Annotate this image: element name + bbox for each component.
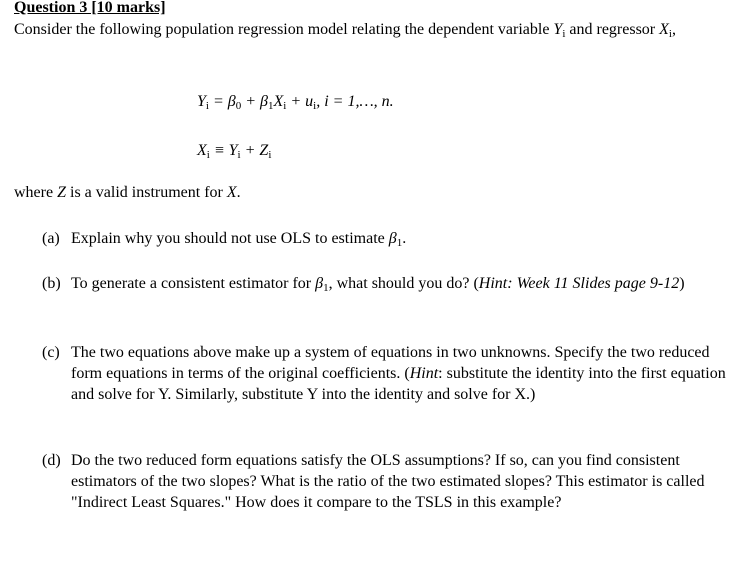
part-a-label: (a) [42,230,60,247]
question-intro: Consider the following population regression model relating the dependent variable $Y_i$ and regressor $X_i$, [14,21,676,40]
part-a-text: Explain why you should not use OLS to estimate $\beta_1$. [71,230,407,249]
part-c-label: (c) [42,344,60,361]
question-heading: Question 3 [10 marks] [14,0,166,16]
instrument-statement: where Z is a valid instrument for X. [14,184,241,201]
part-a [42,228,732,249]
part-b-text: To generate a consistent estimator for $\beta_1$, what should you do? (Hint: Week 11 Slides page 9-12) [71,275,685,294]
part-d-label: (d) [42,452,61,469]
part-b-label: (b) [42,275,61,292]
regression-equation: $Y_i = \beta_0 + \beta_1X_i + u_i$, i = 1,…, n. [197,93,394,112]
part-d-text: Do the two reduced form equations satisfy the OLS assumptions? If so, can you find consistent estimators of the two slopes? What is the ratio of the two estimated slopes? This estimator is called "Indirect Least Squares." How does it compare to the TSLS in this example? [71,452,705,511]
identity-equation: $X_i \equiv Y_i + Z_i$ [197,142,272,161]
part-c-text: The two equations above make up a system of equations in two unknowns. Specify the two reduced form equations in terms of the original coefficients. (Hint: substitute the identity into the first equation and solve for Y. Similarly, substitute Y into the identity and solve for X.) [71,344,726,403]
part-d [42,450,732,513]
part-b [42,273,732,294]
part-c [42,342,732,405]
